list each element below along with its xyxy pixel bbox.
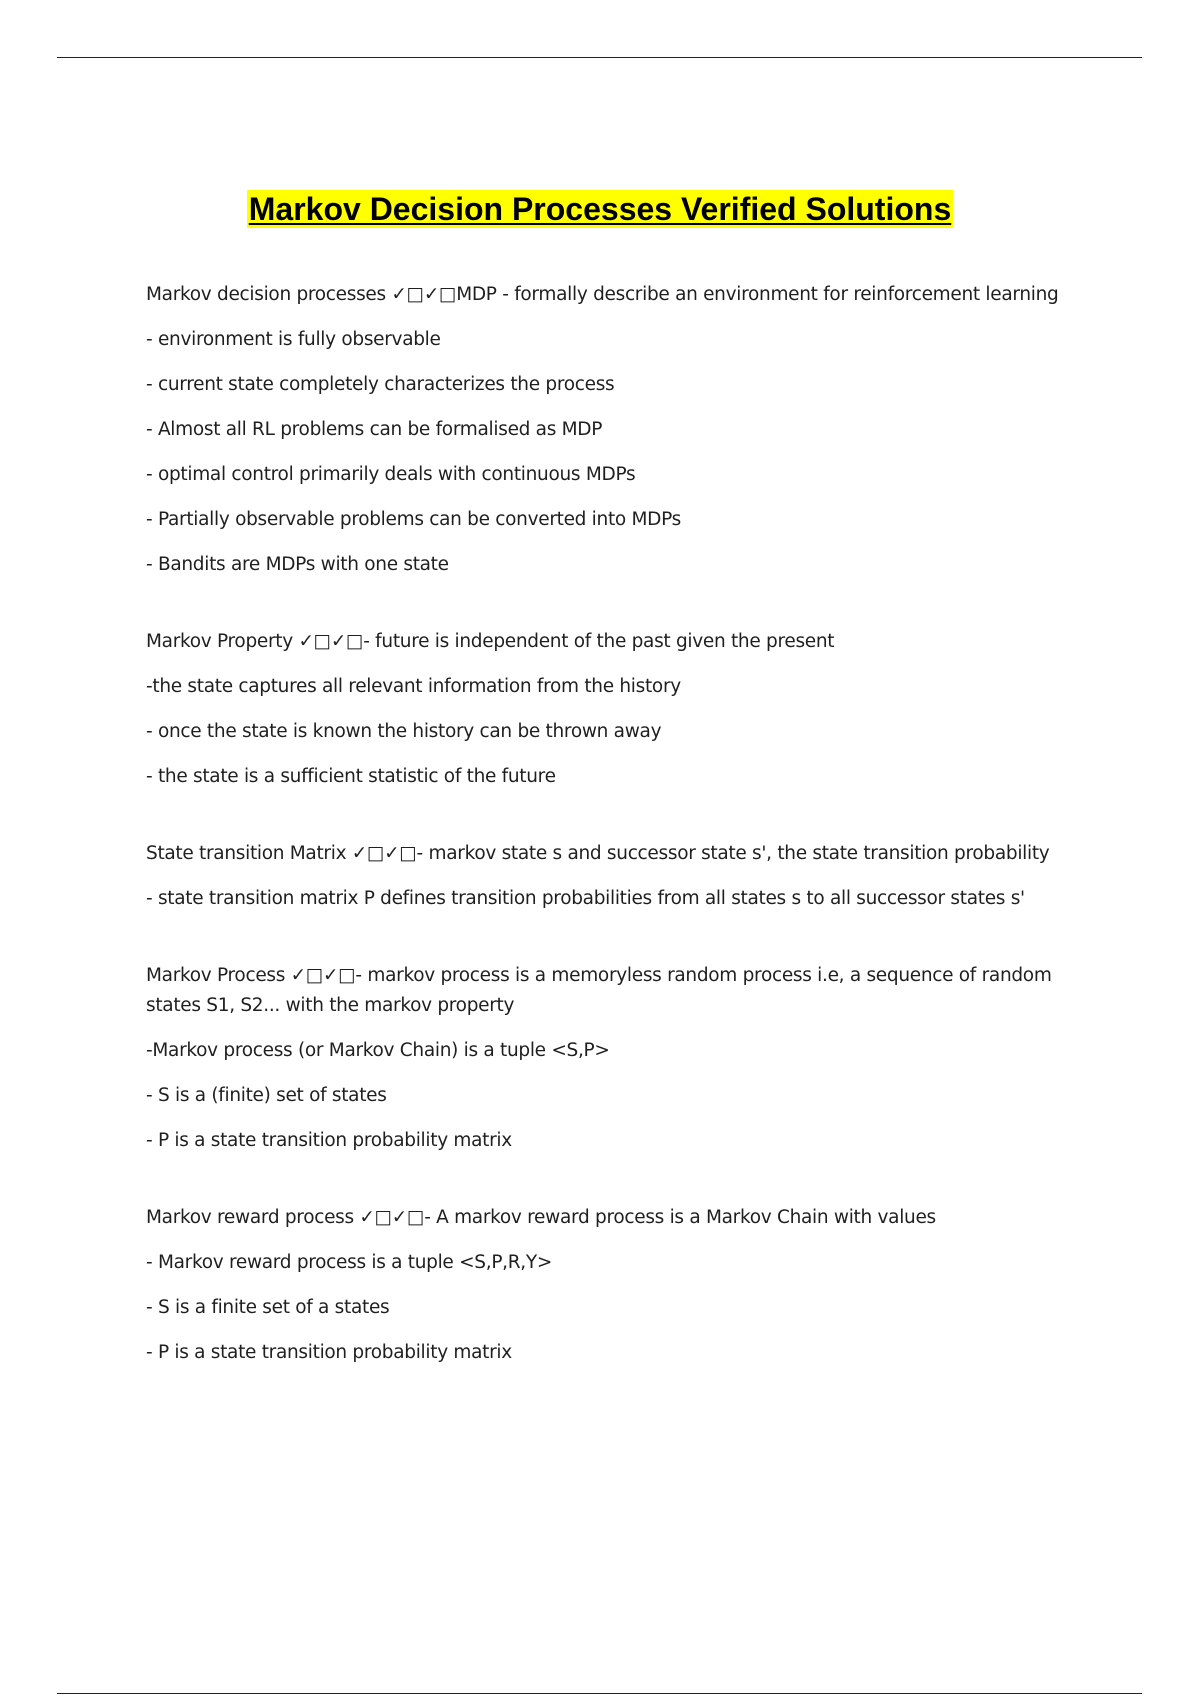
bottom-rule: [57, 1693, 1142, 1694]
bullet-line: - Bandits are MDPs with one state: [146, 554, 449, 575]
document-body: [146, 280, 1086, 1368]
bullet-line: - environment is fully observable: [146, 329, 441, 350]
section-markov-process: [146, 961, 1086, 1156]
bullet-line: - state transition matrix P defines transition probabilities from all states s to all successor states s': [146, 888, 1025, 909]
top-rule: [57, 57, 1142, 58]
section-markov-reward-process: [146, 1203, 1086, 1368]
bullet-line: - S is a finite set of a states: [146, 1297, 390, 1318]
bullet-line: -Markov process (or Markov Chain) is a tuple <S,P>: [146, 1040, 610, 1061]
bullet-line: - Partially observable problems can be converted into MDPs: [146, 509, 681, 530]
bullet-line: - current state completely characterizes the process: [146, 374, 615, 395]
bullet-line: - P is a state transition probability matrix: [146, 1342, 512, 1363]
section-markov-property: [146, 627, 1086, 792]
bullet-line: - Markov reward process is a tuple <S,P,R,Y>: [146, 1252, 553, 1273]
term-line: Markov Process ✓□✓□- markov process is a memoryless random process i.e, a sequence of random states S1, S2... with the markov property: [146, 965, 1052, 1016]
term-line: Markov decision processes ✓□✓□MDP - formally describe an environment for reinforcement learning: [146, 284, 1059, 305]
bullet-line: -the state captures all relevant information from the history: [146, 676, 681, 697]
bullet-line: - the state is a sufficient statistic of the future: [146, 766, 556, 787]
section-state-transition-matrix: [146, 839, 1086, 914]
term-line: Markov reward process ✓□✓□- A markov reward process is a Markov Chain with values: [146, 1207, 936, 1228]
document-title: Markov Decision Processes Verified Solutions: [248, 191, 952, 227]
bullet-line: - once the state is known the history can be thrown away: [146, 721, 662, 742]
bullet-line: - Almost all RL problems can be formalised as MDP: [146, 419, 603, 440]
bullet-line: - optimal control primarily deals with continuous MDPs: [146, 464, 636, 485]
title-container: [0, 190, 1200, 228]
bullet-line: - S is a (finite) set of states: [146, 1085, 387, 1106]
bullet-line: - P is a state transition probability matrix: [146, 1130, 512, 1151]
term-line: Markov Property ✓□✓□- future is independent of the past given the present: [146, 631, 835, 652]
term-line: State transition Matrix ✓□✓□- markov state s and successor state s', the state transition probability: [146, 843, 1050, 864]
section-markov-decision-processes: [146, 280, 1086, 580]
